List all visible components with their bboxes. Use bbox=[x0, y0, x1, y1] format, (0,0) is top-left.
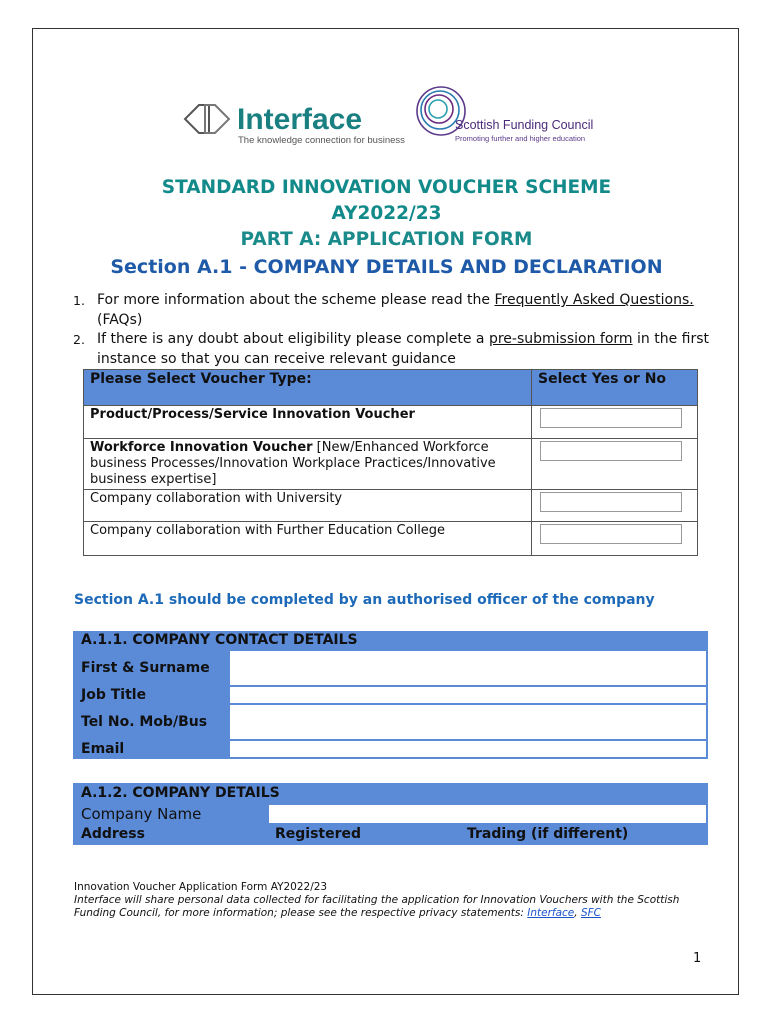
intro-text: For more information about the scheme please read the bbox=[97, 292, 495, 308]
list-number: 1. bbox=[73, 293, 85, 308]
list-number: 2. bbox=[73, 332, 85, 347]
registered-label: Registered bbox=[268, 824, 460, 845]
document-page bbox=[32, 28, 739, 995]
table-row bbox=[84, 406, 698, 439]
voucher-option-text: Company collaboration with University bbox=[90, 491, 343, 506]
intro-item-eligibility bbox=[73, 330, 713, 369]
email-field[interactable] bbox=[229, 740, 708, 758]
field-label: First & Surname bbox=[74, 650, 229, 686]
contact-details-header-row bbox=[74, 632, 708, 651]
footer-privacy-note bbox=[74, 894, 704, 920]
select-yes-no-header: Select Yes or No bbox=[532, 370, 698, 406]
voucher-type-header: Please Select Voucher Type: bbox=[84, 370, 532, 406]
voucher-select-cell bbox=[532, 439, 698, 490]
voucher-option-label bbox=[84, 439, 532, 490]
name-field[interactable] bbox=[229, 650, 708, 686]
voucher-select-cell bbox=[532, 490, 698, 522]
field-label: Email bbox=[74, 740, 229, 758]
sfc-logo-name: Scottish Funding Council bbox=[455, 118, 594, 132]
voucher-type-table bbox=[83, 369, 698, 556]
voucher-select-input[interactable] bbox=[540, 524, 682, 544]
table-row bbox=[74, 704, 708, 740]
job-title-field[interactable] bbox=[229, 686, 708, 704]
interface-head-icon bbox=[185, 105, 229, 133]
sfc-logo-tagline: Promoting further and higher education bbox=[455, 134, 586, 143]
scheme-title: STANDARD INNOVATION VOUCHER SCHEME bbox=[161, 177, 612, 198]
voucher-option-bold: Workforce Innovation Voucher bbox=[90, 440, 313, 455]
voucher-option-label bbox=[84, 522, 532, 556]
table-row bbox=[74, 650, 708, 686]
interface-logo-tagline: The knowledge connection for business bbox=[238, 135, 405, 146]
company-details-table bbox=[73, 783, 708, 845]
telephone-field[interactable] bbox=[229, 704, 708, 740]
voucher-select-cell bbox=[532, 522, 698, 556]
company-name-label: Company Name bbox=[74, 804, 268, 824]
voucher-table-header bbox=[84, 370, 698, 406]
separator: , bbox=[574, 907, 578, 919]
page-number: 1 bbox=[693, 951, 702, 966]
intro-text: (FAQs) bbox=[97, 311, 143, 328]
voucher-option-label bbox=[84, 406, 532, 439]
authorised-officer-note: Section A.1 should be completed by an authorised officer of the company bbox=[74, 592, 655, 608]
voucher-select-input[interactable] bbox=[540, 441, 682, 461]
voucher-option-label bbox=[84, 490, 532, 522]
interface-logo-name: Interface bbox=[237, 103, 363, 136]
table-row bbox=[74, 740, 708, 758]
academic-year: AY2022/23 bbox=[331, 203, 442, 224]
page-footer bbox=[74, 881, 704, 920]
voucher-select-input[interactable] bbox=[540, 408, 682, 428]
table-row bbox=[84, 439, 698, 490]
voucher-select-cell bbox=[532, 406, 698, 439]
document-titles bbox=[33, 175, 740, 281]
interface-privacy-link[interactable]: Interface bbox=[527, 907, 575, 919]
table-row bbox=[84, 522, 698, 556]
table-row bbox=[84, 490, 698, 522]
contact-details-table bbox=[73, 631, 708, 759]
intro-item-faq bbox=[73, 291, 713, 330]
company-name-field[interactable] bbox=[268, 804, 708, 824]
contact-details-header: A.1.1. COMPANY CONTACT DETAILS bbox=[74, 632, 708, 651]
sfc-logo bbox=[413, 81, 613, 147]
faq-link[interactable]: Frequently Asked Questions. bbox=[494, 292, 694, 308]
voucher-option-text: [New/Enhanced Workforce business Processes/Innovation Workplace Practices/Innovative business expertise] bbox=[90, 440, 496, 487]
table-row bbox=[74, 686, 708, 704]
voucher-option-bold: Product/Process/Service Innovation Voucher bbox=[90, 407, 415, 422]
pre-submission-link[interactable]: pre-submission form bbox=[488, 331, 633, 347]
address-label: Address bbox=[74, 824, 268, 845]
trading-label: Trading (if different) bbox=[460, 824, 708, 845]
footer-form-title: Innovation Voucher Application Form AY2022/23 bbox=[74, 881, 328, 893]
sfc-privacy-link[interactable]: SFC bbox=[580, 907, 601, 919]
privacy-text: Interface will share personal data collected for facilitating the application for Innovation Vouchers with the Scottish Funding Council, for more information; please see the respective privacy statements: bbox=[74, 894, 680, 919]
part-title: PART A: APPLICATION FORM bbox=[240, 229, 533, 250]
field-label: Job Title bbox=[74, 686, 229, 704]
company-details-header: A.1.2. COMPANY DETAILS bbox=[74, 784, 708, 805]
interface-logo bbox=[181, 97, 411, 147]
company-details-header-row bbox=[74, 784, 708, 805]
intro-text: If there is any doubt about eligibility please complete a bbox=[97, 331, 489, 347]
intro-text: in the first instance so that you can receive relevant guidance bbox=[97, 331, 710, 367]
intro-list bbox=[73, 291, 713, 369]
table-row bbox=[74, 824, 708, 845]
voucher-select-input[interactable] bbox=[540, 492, 682, 512]
field-label: Tel No. Mob/Bus bbox=[74, 704, 229, 740]
section-title: Section A.1 - COMPANY DETAILS AND DECLARATION bbox=[110, 256, 663, 278]
table-row bbox=[74, 804, 708, 824]
voucher-option-text: Company collaboration with Further Education College bbox=[90, 523, 446, 538]
